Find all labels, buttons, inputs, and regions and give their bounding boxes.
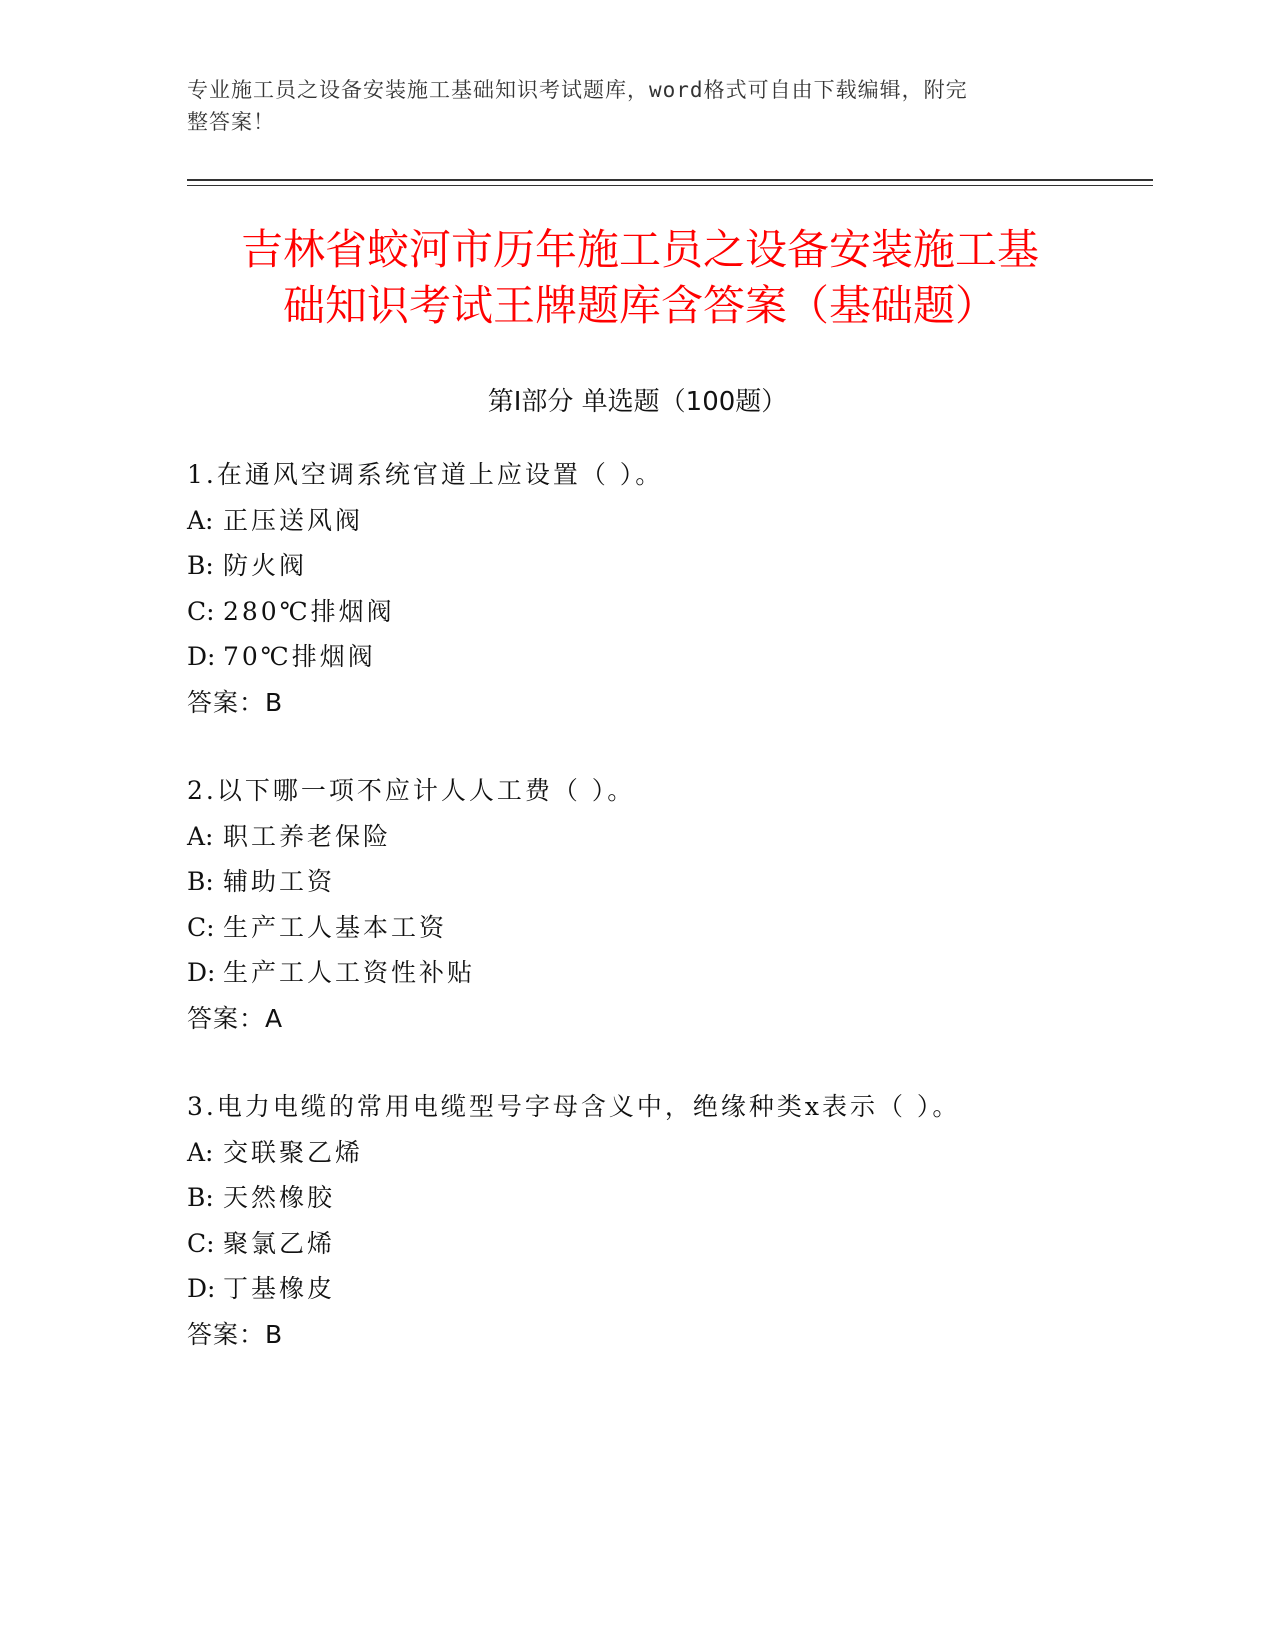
option-text: 交联聚乙烯: [223, 1137, 364, 1167]
question-1: [187, 452, 1147, 725]
question-stem: 2.以下哪一项不应计人人工费（ ）。: [187, 776, 636, 805]
header-note-line-2: 整答案！: [187, 110, 275, 134]
option-letter: B:: [187, 1183, 214, 1212]
header-note-line-1: 专业施工员之设备安装施工基础知识考试题库，word格式可自由下载编辑，附完: [187, 78, 968, 102]
option-text: 天然橡胶: [223, 1183, 336, 1212]
answer-label: 答案：: [187, 1319, 266, 1349]
option-b: [187, 543, 1147, 589]
answer-value: B: [265, 1319, 284, 1349]
option-a: [187, 1130, 1147, 1176]
option-letter: A:: [187, 1137, 214, 1167]
question-3: [187, 1084, 1147, 1357]
option-text: 生产工人工资性补贴: [223, 958, 476, 987]
option-d: [187, 950, 1147, 996]
question-stem: 3.电力电缆的常用电缆型号字母含义中，绝缘种类x表示（ ）。: [187, 1092, 961, 1121]
option-d: [187, 634, 1147, 680]
answer-value: A: [265, 1003, 284, 1033]
option-text: 聚氯乙烯: [223, 1228, 336, 1258]
question-stem: 1.在通风空调系统官道上应设置（ ）。: [187, 460, 664, 489]
option-letter: A:: [187, 505, 214, 535]
answer-line: [187, 996, 1147, 1042]
option-letter: D:: [187, 1274, 216, 1303]
answer-value: B: [265, 687, 284, 717]
option-text: 70℃排烟阀: [223, 642, 376, 671]
document-title: [190, 222, 1090, 334]
option-text: 280℃排烟阀: [223, 596, 395, 626]
option-letter: D:: [187, 958, 216, 987]
option-letter: B:: [187, 867, 214, 896]
option-text: 辅助工资: [223, 867, 336, 896]
option-a: [187, 498, 1147, 544]
answer-line: [187, 680, 1147, 726]
document-title-line-2: 础知识考试王牌题库含答案（基础题）: [282, 281, 997, 330]
option-c: [187, 589, 1147, 635]
option-text: 正压送风阀: [223, 505, 364, 535]
option-text: 防火阀: [223, 551, 308, 580]
option-c: [187, 905, 1147, 951]
option-b: [187, 859, 1147, 905]
section-title: 第Ⅰ部分 单选题（100题）: [487, 387, 788, 417]
option-letter: D:: [187, 642, 216, 671]
option-text: 生产工人基本工资: [223, 912, 448, 942]
answer-label: 答案：: [187, 1003, 266, 1033]
option-text: 丁基橡皮: [223, 1274, 336, 1303]
header-divider-thin: [187, 185, 1153, 186]
answer-label: 答案：: [187, 687, 266, 717]
answer-line: [187, 1312, 1147, 1358]
option-text: 职工养老保险: [223, 821, 392, 851]
header-note: [187, 74, 1067, 138]
header-divider-thick: [187, 179, 1153, 181]
question-2: [187, 768, 1147, 1041]
option-letter: A:: [187, 821, 214, 851]
option-d: [187, 1266, 1147, 1312]
document-title-line-1: 吉林省蛟河市历年施工员之设备安装施工基: [240, 225, 1039, 274]
option-letter: C:: [187, 1228, 215, 1258]
option-letter: B:: [187, 551, 214, 580]
option-c: [187, 1221, 1147, 1267]
option-a: [187, 814, 1147, 860]
option-letter: C:: [187, 912, 215, 942]
option-b: [187, 1175, 1147, 1221]
option-letter: C:: [187, 596, 215, 626]
